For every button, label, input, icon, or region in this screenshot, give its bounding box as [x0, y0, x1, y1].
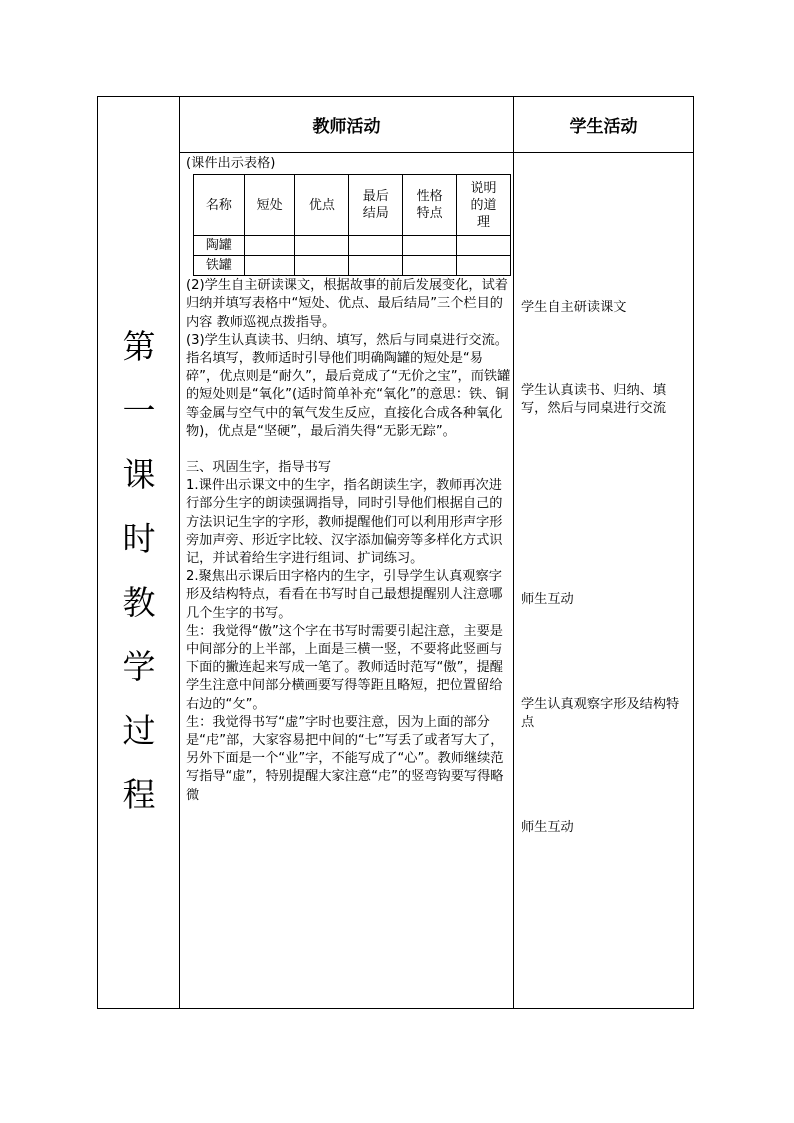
teacher-activity-content [186, 155, 513, 805]
table-cell [349, 256, 403, 276]
courseware-note: (课件出示表格) [186, 156, 276, 171]
table-cell [244, 256, 295, 276]
col-header-strength: 优点 [295, 175, 349, 236]
side-title-char: 一 [122, 390, 156, 430]
side-title-char: 程 [122, 774, 156, 814]
col-header-name: 名称 [194, 175, 245, 236]
student-note-4: 学生认真观察字形及结构特点 [521, 697, 680, 731]
student-note-2: 学生认真读书、归纳、填写，然后与同桌进行交流 [521, 383, 667, 417]
lesson-table [97, 96, 694, 1009]
paragraph-step-3: (3)学生认真读书、归纳、填写，然后与同桌进行交流。指名填写，教师适时引导他们明确陶罐的短处是“易碎”，优点则是“耐久”，最后竟成了“无价之宝”，而铁罐的短处则是“氧化”(适时简单补充“氧化”的意思：铁、铜等金属与空气中的氧气发生反应，直接化合成各种氧化物)，优点是“坚硬”，最后消失得“无影无踪”。 [186, 332, 511, 439]
comparison-table [193, 174, 511, 276]
header-divider [179, 152, 693, 153]
paragraph-spacer [186, 441, 513, 459]
side-title-column [98, 97, 180, 1008]
col-header-weakness: 短处 [244, 175, 295, 236]
table-cell: 铁罐 [194, 256, 245, 276]
table-cell [403, 236, 457, 256]
side-title-char: 时 [122, 518, 156, 558]
col-header-lesson: 说明 的道 理 [457, 175, 511, 236]
student-note-3: 师生互动 [521, 592, 574, 607]
student-note-1: 学生自主研读课文 [521, 300, 627, 315]
table-cell [244, 236, 295, 256]
side-title [119, 315, 159, 827]
table-row [194, 236, 511, 256]
side-title-char: 第 [122, 326, 156, 366]
table-cell: 陶罐 [194, 236, 245, 256]
col-header-outcome: 最后 结局 [349, 175, 403, 236]
col-header-character: 性格 特点 [403, 175, 457, 236]
table-cell [349, 236, 403, 256]
table-row [194, 256, 511, 276]
side-title-char: 过 [122, 710, 156, 750]
side-title-char: 教 [122, 582, 156, 622]
section-heading: 三、巩固生字，指导书写 [186, 460, 332, 476]
student-activity-header: 学生活动 [569, 117, 638, 137]
paragraph-step-2: (2)学生自主研读课文，根据故事的前后发展变化，试着归纳并填写表格中“短处、优点、最后结局”三个栏目的内容 教师巡视点拨指导。 [186, 278, 508, 330]
side-title-char: 课 [122, 454, 156, 494]
paragraph-item-2: 2.聚焦出示课后田字格内的生字，引导学生认真观察字形及结构特点，看看在书写时自己最想提醒别人注意哪几个生字的书写。 [186, 569, 503, 621]
table-cell [457, 236, 511, 256]
student-note-5: 师生互动 [521, 820, 574, 835]
table-cell [295, 256, 349, 276]
paragraph-student-xu: 生：我觉得书写“虚”字时也要注意，因为上面的部分是“虍”部，大家容易把中间的“七”写丢了或者写大了，另外下面是一个“业”字，不能写成了“心”。教师继续范写指导“虚”，特别提醒大家注意“虍”的竖弯钩要写得略微 [186, 714, 504, 803]
comparison-table-header-row [194, 175, 511, 236]
paragraph-student-ao: 生：我觉得“傲”这个字在书写时需要引起注意，主要是中间部分的上半部，上面是三横一竖，不要将此竖画与下面的撇连起来写成一笔了。教师适时范写“傲”，提醒学生注意中间部分横画要写得等距且略短，把位置留给右边的“攵”。 [186, 623, 503, 712]
side-title-char: 学 [122, 646, 156, 686]
paragraph-item-1: 1.课件出示课文中的生字，指名朗读生字，教师再次进行部分生字的朗读强调指导，同时引导他们根据自己的方法识记生字的字形，教师提醒他们可以利用形声字形旁加声旁、形近字比较、汉字添加偏旁等多样化方式识记，并试着给生字进行组词、扩词练习。 [186, 478, 503, 567]
column-divider-right [513, 97, 514, 1008]
table-cell [403, 256, 457, 276]
table-cell [295, 236, 349, 256]
teacher-activity-header: 教师活动 [312, 117, 381, 137]
table-cell [457, 256, 511, 276]
